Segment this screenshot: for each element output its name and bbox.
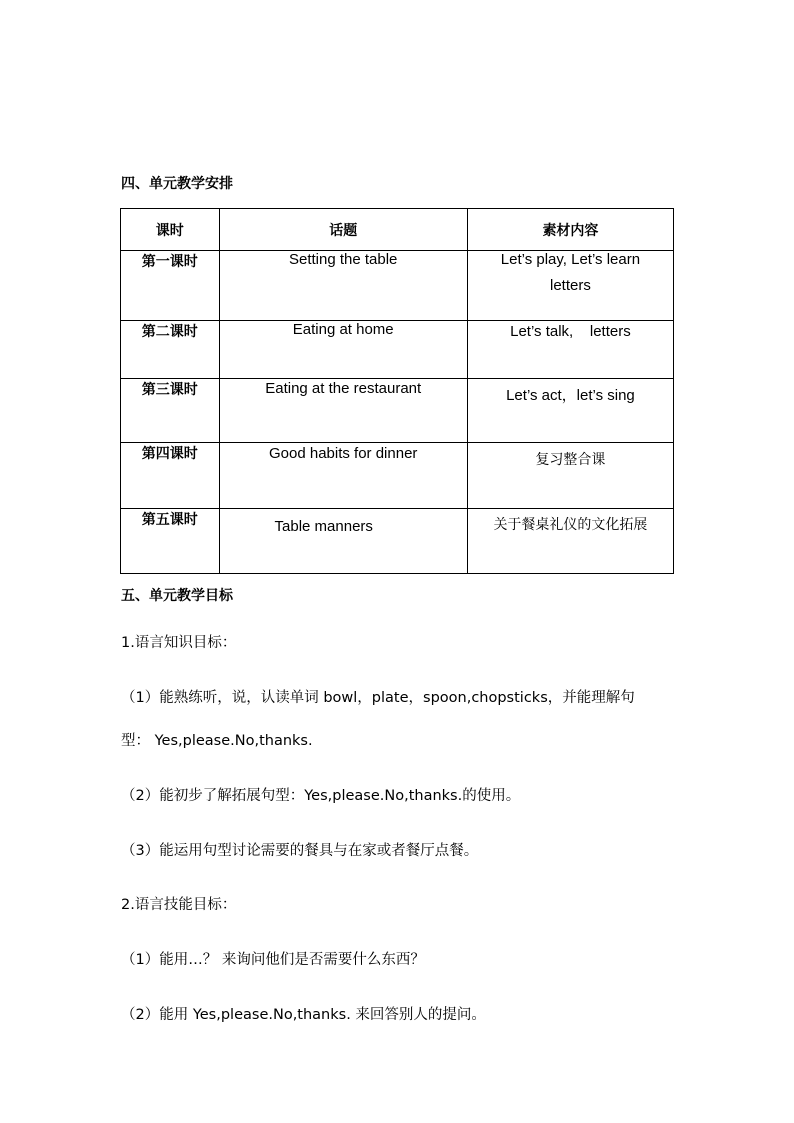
- knowledge-goal-3: （3）能运用句型讨论需要的餐具与在家或者餐厅点餐。: [121, 843, 479, 859]
- lesson-cell: 第五课时: [121, 509, 220, 574]
- material-cell: [467, 251, 673, 321]
- table-row: [121, 251, 674, 321]
- knowledge-goal-2: （2）能初步了解拓展句型：Yes,please.No,thanks.的使用。: [121, 788, 521, 804]
- knowledge-goals-title: 1.语言知识目标：: [121, 635, 237, 651]
- knowledge-goal-1-line-2: 型： Yes,please.No,thanks.: [121, 733, 313, 749]
- topic-cell: Good habits for dinner: [219, 443, 467, 509]
- topic-cell: Eating at home: [219, 321, 467, 379]
- topic-cell: Eating at the restaurant: [219, 379, 467, 443]
- skill-goal-1: （1）能用…？ 来询问他们是否需要什么东西？: [121, 952, 425, 968]
- skill-goal-2: （2）能用 Yes,please.No,thanks. 来回答别人的提问。: [121, 1007, 486, 1023]
- table-row: [121, 443, 674, 509]
- section-4-heading: 四、单元教学安排: [121, 176, 233, 192]
- section-5-heading: 五、单元教学目标: [121, 588, 233, 604]
- table-row: [121, 509, 674, 574]
- material-cell: Let’s act，let’s sing: [467, 379, 673, 443]
- lesson-cell: 第一课时: [121, 251, 220, 321]
- schedule-table: [120, 208, 674, 574]
- knowledge-goal-1-line-1: （1）能熟练听，说，认读单词 bowl，plate，spoon,chopsticks，并能理解句: [121, 690, 635, 706]
- material-cell: 关于餐桌礼仪的文化拓展: [467, 509, 673, 574]
- header-lesson: 课时: [121, 209, 220, 251]
- material-line: Let’s play, Let’s learn: [500, 251, 641, 268]
- lesson-cell: 第三课时: [121, 379, 220, 443]
- skills-goals-title: 2.语言技能目标：: [121, 897, 237, 913]
- topic-cell: Table manners: [219, 509, 467, 574]
- header-topic: 话题: [219, 209, 467, 251]
- header-material: 素材内容: [467, 209, 673, 251]
- table-row: [121, 379, 674, 443]
- lesson-cell: 第四课时: [121, 443, 220, 509]
- topic-cell: Setting the table: [219, 251, 467, 321]
- material-cell: 复习整合课: [467, 443, 673, 509]
- material-cell: Let’s talk, letters: [467, 321, 673, 379]
- material-line: letters: [550, 277, 591, 294]
- table-row: [121, 321, 674, 379]
- lesson-cell: 第二课时: [121, 321, 220, 379]
